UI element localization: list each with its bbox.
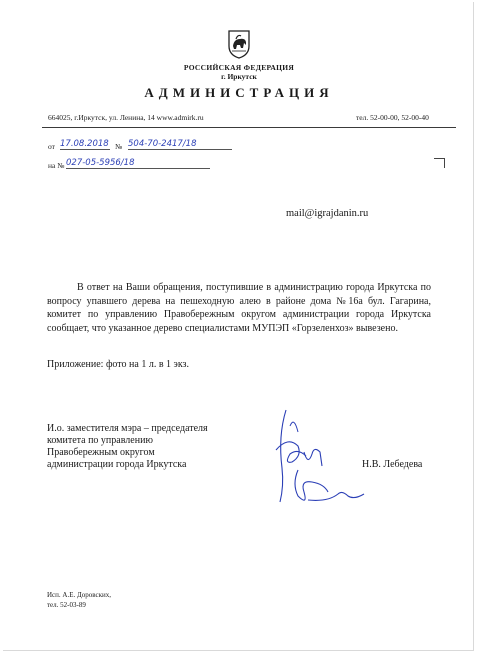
date-label: от: [48, 142, 55, 151]
header-phones: тел. 52-00-00, 52-00-40: [356, 113, 429, 122]
date-value: 17.08.2018: [60, 139, 109, 149]
attachment-note: Приложение: фото на 1 л. в 1 экз.: [47, 359, 190, 370]
header-country: РОССИЙСКАЯ ФЕДЕРАЦИЯ: [183, 63, 295, 72]
signatory-line-4: администрации города Иркутска: [47, 459, 187, 470]
handwritten-signature: [268, 406, 372, 528]
executor-name: Исп. А.Е. Доровских,: [47, 591, 112, 599]
signatory-name: Н.В. Лебедева: [362, 459, 423, 470]
letter-body: [47, 281, 431, 335]
body-paragraph: В ответ на Ваши обращения, поступившие в администрацию города Иркутска по вопросу упавшего дерева на пешеходную алею в районе дома №16а бул. Гагарина, комитет по управлению Правобережным округом администрации города Иркутска сообщает, что указанное дерево специалистами МУПЭП «Горзеленхоз» вывезено.: [47, 282, 431, 334]
irkutsk-coat-of-arms-icon: [222, 26, 256, 60]
executor-phone: тел. 52-03-89: [47, 601, 86, 609]
header-address: 664025, г.Иркутск, ул. Ленина, 14 www.admirk.ru: [48, 113, 204, 122]
recipient-email: mail@igrajdanin.ru: [286, 208, 369, 219]
address-corner-mark: [434, 158, 444, 159]
signatory-title: [47, 423, 208, 471]
signatory-line-2: комитета по управлению: [47, 435, 153, 446]
header-city: г. Иркутск: [221, 72, 257, 81]
number-value: 504-70-2417/18: [128, 139, 232, 150]
address-corner-mark-vertical: [444, 158, 445, 168]
signatory-line-3: Правобережным округом: [47, 447, 155, 458]
executor-info: [47, 590, 111, 610]
signatory-line-1: И.о. заместителя мэра – председателя: [47, 423, 208, 434]
reference-label: на №: [48, 161, 65, 170]
reference-value: 027-05-5956/18: [66, 158, 210, 169]
number-label: №: [115, 142, 123, 151]
header-divider: [42, 127, 456, 128]
page-title: АДМИНИСТРАЦИЯ: [144, 85, 334, 100]
